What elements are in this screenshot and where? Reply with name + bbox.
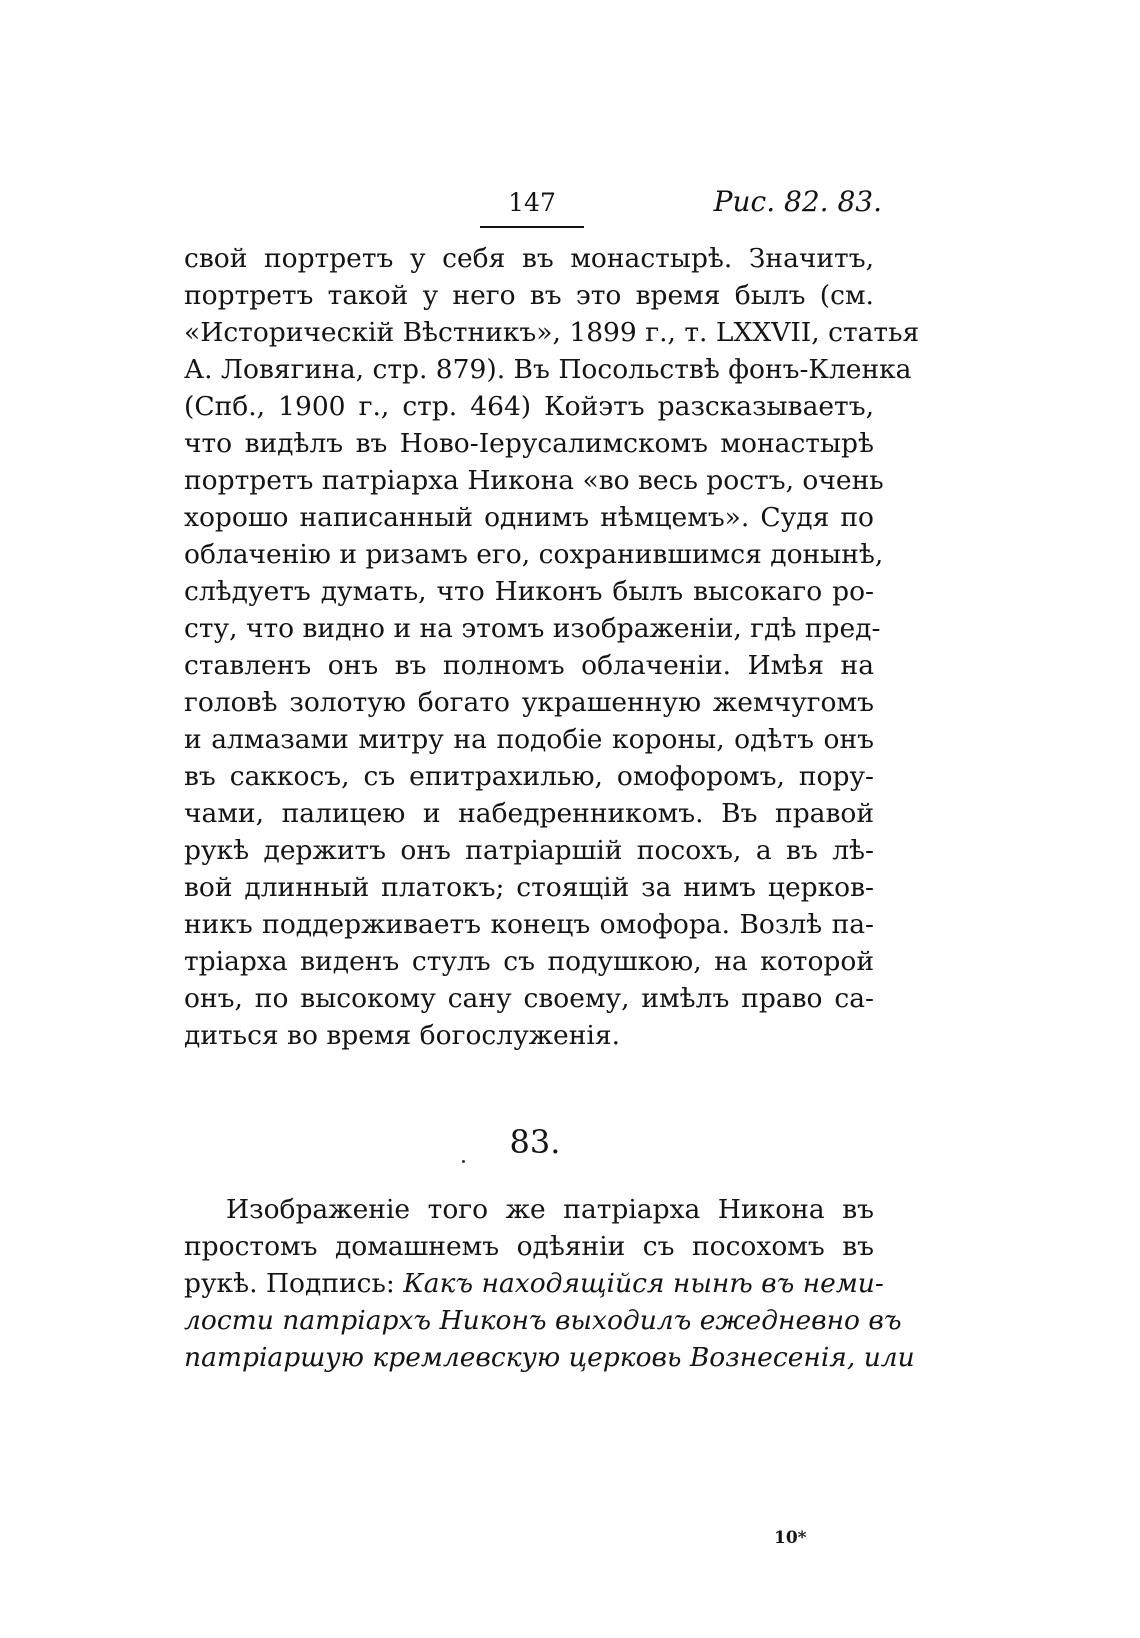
text-line: сту, что видно и на этомъ изображеніи, гдѣ пред- <box>184 613 881 644</box>
text-line: портретъ такой у него въ это время былъ (см. <box>184 280 874 311</box>
text-line: что видѣлъ въ Ново-Іерусалимскомъ монастырѣ <box>184 428 874 459</box>
text-line: (Спб., 1900 г., стр. 464) Койэтъ разсказываетъ, <box>184 391 874 422</box>
text-line: никъ поддерживаетъ конецъ омофора. Возлѣ па- <box>184 909 874 940</box>
text-line: онъ, по высокому сану своему, имѣлъ право са- <box>184 983 874 1014</box>
text-line: ставленъ онъ въ полномъ облаченіи. Имѣя на <box>184 650 874 681</box>
text-line: чами, палицею и набедренникомъ. Въ правой <box>184 798 874 829</box>
text-line: простомъ домашнемъ одѣяніи съ посохомъ въ <box>184 1231 874 1262</box>
text-line: и алмазами митру на подобіе короны, одѣтъ онъ <box>184 724 874 755</box>
caption-quote: Какъ находящійся нынѣ въ неми- <box>403 1268 884 1299</box>
section-number: 83. <box>509 1123 561 1161</box>
caption-lead-in: рукѣ. Подпись: <box>184 1268 404 1299</box>
text-line: головѣ золотую богато украшенную жемчугомъ <box>184 687 874 718</box>
text-line: диться во время богослуженія. <box>184 1020 621 1051</box>
text-line <box>184 1268 884 1300</box>
text-line: въ саккосъ, съ епитрахилью, омофоромъ, пору- <box>184 761 874 792</box>
print-speck <box>462 1160 465 1163</box>
page-number: 147 <box>508 188 556 217</box>
text-line: свой портретъ у себя въ монастырѣ. Значитъ, <box>184 243 874 274</box>
text-line: тріарха виденъ стулъ съ подушкою, на которой <box>184 946 874 977</box>
text-line: А. Ловягина, стр. 879). Въ Посольствѣ фонъ-Кленка <box>184 354 912 385</box>
text-line: хорошо написанный однимъ нѣмцемъ». Судя по <box>184 502 874 533</box>
figure-reference-header: Рис. 82. 83. <box>713 185 882 218</box>
page-number-rule <box>480 226 584 228</box>
text-line: слѣдуетъ думать, что Никонъ былъ высокаго ро- <box>184 576 874 607</box>
printer-signature-mark: 10* <box>774 1528 807 1548</box>
text-line: Изображеніе того же патріарха Никона въ <box>226 1194 874 1225</box>
text-line: облаченію и ризамъ его, сохранившимся донынѣ, <box>184 539 884 570</box>
text-line: портретъ патріарха Никона «во весь ростъ, очень <box>184 465 884 496</box>
text-line: «Историческій Вѣстникъ», 1899 г., т. LXXVII, статья <box>184 317 920 348</box>
text-line: рукѣ держитъ онъ патріаршій посохъ, а въ лѣ- <box>184 835 874 866</box>
text-line: вой длинный платокъ; стоящій за нимъ церков- <box>184 872 874 903</box>
text-line: лости патріархъ Никонъ выходилъ ежедневно въ <box>184 1305 902 1336</box>
text-line: патріаршую кремлевскую церковь Вознесенія, или <box>184 1342 915 1373</box>
